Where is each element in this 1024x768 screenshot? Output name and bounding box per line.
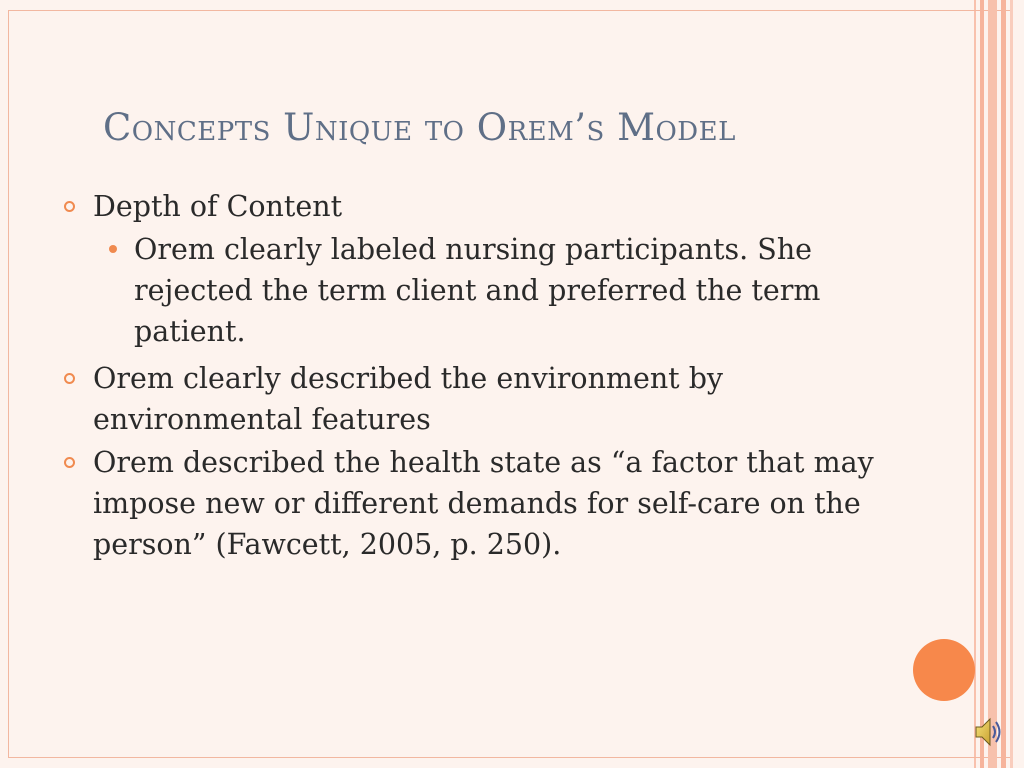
sub-bullet-text: Orem clearly labeled nursing participants. She rejected the term client and preferred the term patient. xyxy=(134,233,821,348)
bullet-text: Orem described the health state as “a factor that may impose new or different demands for self-care on the person” (Fawcett, 2005, p. 250). xyxy=(93,446,874,561)
speaker-icon[interactable] xyxy=(974,714,1004,750)
hollow-circle-bullet-icon xyxy=(64,201,75,212)
bullet-item-3 xyxy=(62,442,892,565)
decorative-stripes xyxy=(974,0,1024,768)
slide-content xyxy=(62,186,892,567)
hollow-circle-bullet-icon xyxy=(64,457,75,468)
filled-circle-bullet-icon xyxy=(109,245,117,253)
bullet-item-1 xyxy=(62,186,892,227)
decorative-orange-circle xyxy=(913,639,975,701)
sub-bullet-item-1 xyxy=(134,229,892,352)
hollow-circle-bullet-icon xyxy=(64,373,75,384)
slide-title: Concepts Unique to Orem’s Model xyxy=(103,106,736,149)
bullet-text: Orem clearly described the environment by environmental features xyxy=(93,362,724,436)
bullet-text: Depth of Content xyxy=(93,190,343,223)
bullet-item-2 xyxy=(62,358,892,440)
